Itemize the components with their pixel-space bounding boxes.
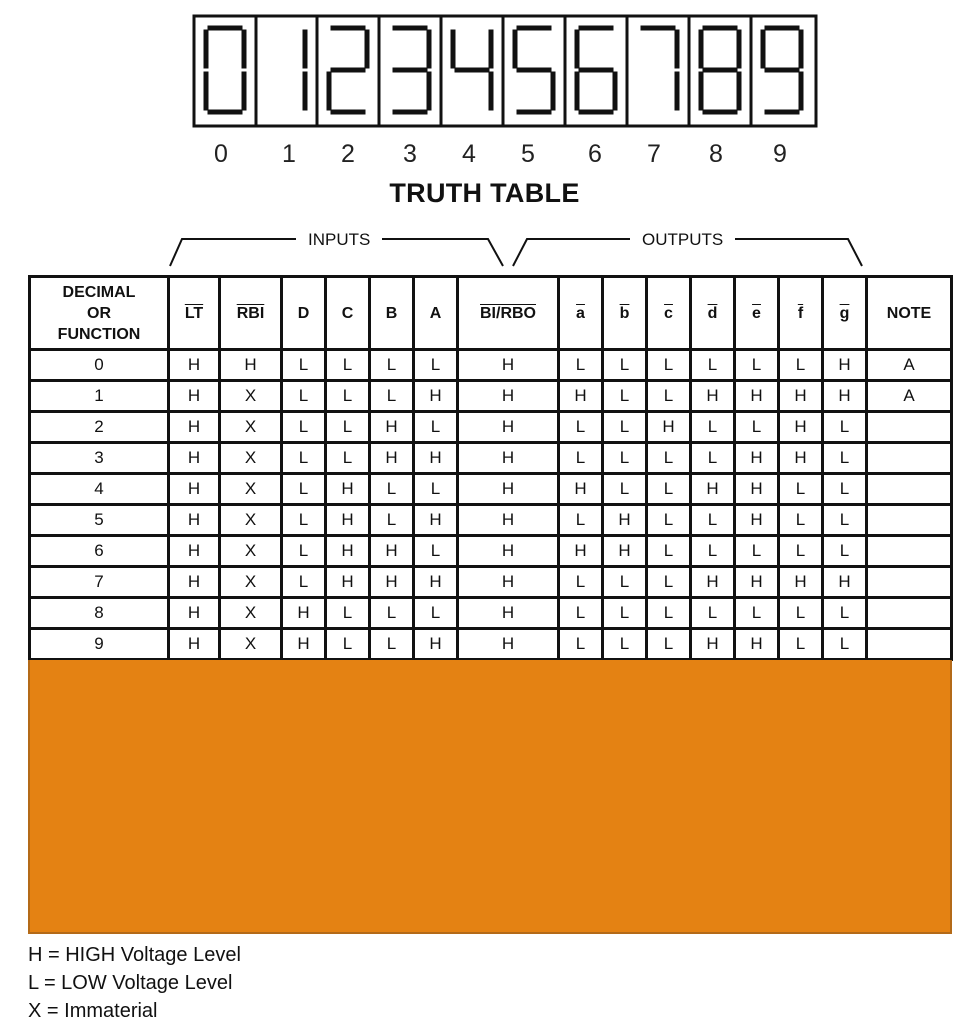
seven-segment-digit-8 (701, 28, 739, 112)
table-cell: L (370, 629, 414, 660)
column-header (370, 277, 414, 350)
table-header-row (30, 277, 952, 350)
table-cell: L (647, 629, 691, 660)
seven-segment-digit-0 (206, 28, 244, 112)
seven-segment-digit-7 (643, 28, 677, 108)
table-row (30, 536, 952, 567)
column-header-label: $\overline{g}$ (839, 304, 850, 322)
outputs-group-label: OUTPUTS (630, 230, 735, 250)
table-cell: L (647, 567, 691, 598)
table-cell: H (169, 350, 220, 381)
table-cell (867, 505, 952, 536)
table-cell: L (414, 350, 458, 381)
table-cell: H (458, 381, 559, 412)
column-header (691, 277, 735, 350)
legend (28, 941, 241, 1025)
table-cell: L (735, 536, 779, 567)
table-row (30, 629, 952, 660)
table-cell: L (735, 350, 779, 381)
table-cell: H (220, 350, 282, 381)
table-cell: L (559, 350, 603, 381)
column-header-label: $\overline{e}$ (752, 304, 761, 322)
table-cell: L (282, 567, 326, 598)
column-header-label: DECIMAL OR FUNCTION (57, 283, 141, 343)
column-header-label: NOTE (886, 304, 932, 322)
table-cell: L (414, 474, 458, 505)
table-cell (867, 629, 952, 660)
table-cell: L (282, 505, 326, 536)
digit-label: 2 (341, 140, 355, 168)
table-cell: L (282, 412, 326, 443)
inputs-group-label: INPUTS (296, 230, 382, 250)
table-cell: H (779, 567, 823, 598)
table-cell (867, 567, 952, 598)
table-cell: L (559, 443, 603, 474)
column-header (867, 277, 952, 350)
table-cell: H (603, 536, 647, 567)
table-cell: 3 (30, 443, 169, 474)
digit-label: 5 (521, 140, 535, 168)
table-cell: 6 (30, 536, 169, 567)
digit-label: 7 (647, 140, 661, 168)
table-cell: L (603, 412, 647, 443)
table-cell: H (735, 474, 779, 505)
table-cell: H (458, 443, 559, 474)
table-cell: H (691, 567, 735, 598)
legend-item: X = Immaterial (28, 1000, 158, 1022)
table-cell: H (823, 567, 867, 598)
column-header-label: $\overline{LT}$ (184, 304, 204, 322)
digit-label: 0 (214, 140, 228, 168)
table-cell: L (282, 474, 326, 505)
column-header (823, 277, 867, 350)
table-cell: L (370, 474, 414, 505)
table-cell: L (370, 381, 414, 412)
seven-segment-digit-4 (453, 32, 491, 108)
table-cell (867, 474, 952, 505)
table-cell: H (169, 412, 220, 443)
column-header-label: C (341, 304, 354, 322)
redaction-block (28, 660, 952, 934)
column-header (603, 277, 647, 350)
table-cell: L (282, 350, 326, 381)
table-cell: H (458, 536, 559, 567)
column-header-label: B (385, 304, 398, 322)
table-cell: H (169, 474, 220, 505)
table-cell: L (414, 412, 458, 443)
table-cell: L (647, 350, 691, 381)
table-cell: L (414, 536, 458, 567)
table-cell: H (414, 443, 458, 474)
table-cell: L (779, 350, 823, 381)
table-cell: H (414, 567, 458, 598)
table-cell: 9 (30, 629, 169, 660)
column-header (326, 277, 370, 350)
table-row (30, 474, 952, 505)
table-cell: L (647, 381, 691, 412)
table-cell: H (559, 381, 603, 412)
table-cell: H (326, 536, 370, 567)
table-cell: H (559, 536, 603, 567)
table-row (30, 412, 952, 443)
table-cell: H (414, 381, 458, 412)
table-cell: H (779, 412, 823, 443)
table-cell: X (220, 412, 282, 443)
table-cell: L (282, 381, 326, 412)
table-cell: H (735, 443, 779, 474)
table-cell: H (326, 505, 370, 536)
table-cell: L (691, 598, 735, 629)
table-cell: L (603, 443, 647, 474)
table-cell: L (603, 629, 647, 660)
table-cell (867, 443, 952, 474)
table-cell: L (823, 536, 867, 567)
table-cell: H (691, 629, 735, 660)
table-row (30, 443, 952, 474)
table-cell: L (326, 350, 370, 381)
digit-label: 3 (403, 140, 417, 168)
table-cell: L (414, 598, 458, 629)
table-cell: H (559, 474, 603, 505)
table-cell: H (169, 443, 220, 474)
column-header-label: $\overline{RBI}$ (236, 304, 265, 322)
table-cell: L (559, 567, 603, 598)
table-cell: X (220, 598, 282, 629)
table-cell (867, 536, 952, 567)
table-cell: L (559, 629, 603, 660)
seven-segment-digit-6 (577, 28, 615, 112)
group-brackets (0, 225, 969, 270)
digit-label: 4 (462, 140, 476, 168)
table-cell: X (220, 567, 282, 598)
column-header-label: A (429, 304, 442, 322)
table-cell: H (169, 567, 220, 598)
table-cell: 8 (30, 598, 169, 629)
truth-table (28, 275, 953, 661)
column-header (220, 277, 282, 350)
column-header-label: $\overline{b}$ (619, 304, 630, 322)
table-cell: H (458, 629, 559, 660)
table-cell: L (603, 474, 647, 505)
column-header (779, 277, 823, 350)
table-cell: H (779, 381, 823, 412)
table-cell: H (458, 474, 559, 505)
table-cell: L (735, 598, 779, 629)
table-cell: H (326, 567, 370, 598)
table-cell: 7 (30, 567, 169, 598)
column-header-label: $\overline{d}$ (707, 304, 718, 322)
table-cell: L (326, 412, 370, 443)
table-cell: L (282, 536, 326, 567)
table-cell: H (169, 381, 220, 412)
column-header (30, 277, 169, 350)
table-cell: 1 (30, 381, 169, 412)
table-cell: L (691, 350, 735, 381)
table-cell: L (647, 505, 691, 536)
table-cell: H (823, 381, 867, 412)
table-cell: H (414, 629, 458, 660)
table-cell: L (779, 598, 823, 629)
column-header-label: D (297, 304, 310, 322)
table-cell: H (169, 536, 220, 567)
table-row (30, 350, 952, 381)
table-cell: 0 (30, 350, 169, 381)
table-cell: 5 (30, 505, 169, 536)
table-cell: L (370, 598, 414, 629)
seven-segment-digit-3 (395, 28, 429, 112)
seven-segment-digit-5 (515, 28, 553, 112)
column-header-label: $\overline{f}$ (797, 304, 804, 322)
table-cell: H (647, 412, 691, 443)
column-header (414, 277, 458, 350)
table-cell: H (691, 381, 735, 412)
table-cell: X (220, 536, 282, 567)
table-cell: L (647, 443, 691, 474)
table-cell: L (823, 598, 867, 629)
column-header (458, 277, 559, 350)
table-cell: H (603, 505, 647, 536)
table-cell: H (370, 412, 414, 443)
table-cell: L (691, 412, 735, 443)
seven-segment-display-strip (0, 0, 969, 135)
table-cell: H (779, 443, 823, 474)
legend-item: H = HIGH Voltage Level (28, 944, 241, 966)
table-cell: A (867, 350, 952, 381)
table-cell: X (220, 443, 282, 474)
table-body (30, 350, 952, 660)
table-cell: H (458, 350, 559, 381)
truth-table-title: TRUTH TABLE (389, 178, 580, 208)
table-cell (867, 412, 952, 443)
table-cell (867, 598, 952, 629)
digit-label: 9 (773, 140, 787, 168)
table-cell: L (647, 598, 691, 629)
table-cell: H (414, 505, 458, 536)
table-cell: H (169, 505, 220, 536)
table-cell: L (559, 598, 603, 629)
table-row (30, 567, 952, 598)
table-cell: L (282, 443, 326, 474)
column-header (647, 277, 691, 350)
table-cell: L (326, 598, 370, 629)
table-cell: L (326, 629, 370, 660)
table-cell: L (691, 505, 735, 536)
table-cell: L (823, 505, 867, 536)
digit-label: 6 (588, 140, 602, 168)
table-cell: L (779, 536, 823, 567)
column-header (559, 277, 603, 350)
digit-label: 8 (709, 140, 723, 168)
table-cell: H (370, 536, 414, 567)
table-cell: H (735, 505, 779, 536)
table-cell: L (779, 474, 823, 505)
table-cell: 2 (30, 412, 169, 443)
legend-item: L = LOW Voltage Level (28, 972, 233, 994)
table-cell: H (370, 567, 414, 598)
table-cell: L (647, 536, 691, 567)
table-cell: H (735, 567, 779, 598)
table-cell: H (282, 598, 326, 629)
table-cell: H (370, 443, 414, 474)
table-cell: L (370, 350, 414, 381)
table-cell: L (603, 381, 647, 412)
column-header (735, 277, 779, 350)
table-cell: H (282, 629, 326, 660)
table-row (30, 505, 952, 536)
table-cell: H (458, 567, 559, 598)
column-header-label: $\overline{a}$ (576, 304, 585, 322)
table-cell: H (691, 474, 735, 505)
table-cell: H (169, 629, 220, 660)
table-cell: L (603, 567, 647, 598)
table-cell: L (603, 598, 647, 629)
column-header-label: BI/RBO (480, 304, 536, 322)
table-cell: A (867, 381, 952, 412)
table-cell: L (735, 412, 779, 443)
table-cell: L (647, 474, 691, 505)
column-header (169, 277, 220, 350)
table-cell: H (458, 598, 559, 629)
table-cell: H (458, 412, 559, 443)
table-cell: L (559, 412, 603, 443)
table-cell: H (458, 505, 559, 536)
table-cell: L (326, 443, 370, 474)
table-cell: H (823, 350, 867, 381)
table-cell: L (823, 443, 867, 474)
seven-segment-digit-9 (763, 28, 801, 112)
table-cell: X (220, 629, 282, 660)
column-header-label: $\overline{c}$ (664, 304, 673, 322)
table-cell: L (370, 505, 414, 536)
table-cell: H (735, 381, 779, 412)
table-cell: L (779, 505, 823, 536)
seven-segment-digit-2 (329, 28, 367, 112)
table-row (30, 598, 952, 629)
table-cell: H (169, 598, 220, 629)
table-cell: H (735, 629, 779, 660)
table-cell: X (220, 381, 282, 412)
digit-label: 1 (282, 140, 296, 168)
table-cell: X (220, 505, 282, 536)
table-row (30, 381, 952, 412)
table-cell: L (559, 505, 603, 536)
table-cell: L (603, 350, 647, 381)
table-cell: 4 (30, 474, 169, 505)
table-cell: L (326, 381, 370, 412)
column-header (282, 277, 326, 350)
table-cell: H (326, 474, 370, 505)
table-cell: L (691, 536, 735, 567)
table-cell: L (823, 629, 867, 660)
table-cell: L (823, 474, 867, 505)
table-cell: X (220, 474, 282, 505)
table-cell: L (779, 629, 823, 660)
table-cell: L (691, 443, 735, 474)
table-cell: L (823, 412, 867, 443)
